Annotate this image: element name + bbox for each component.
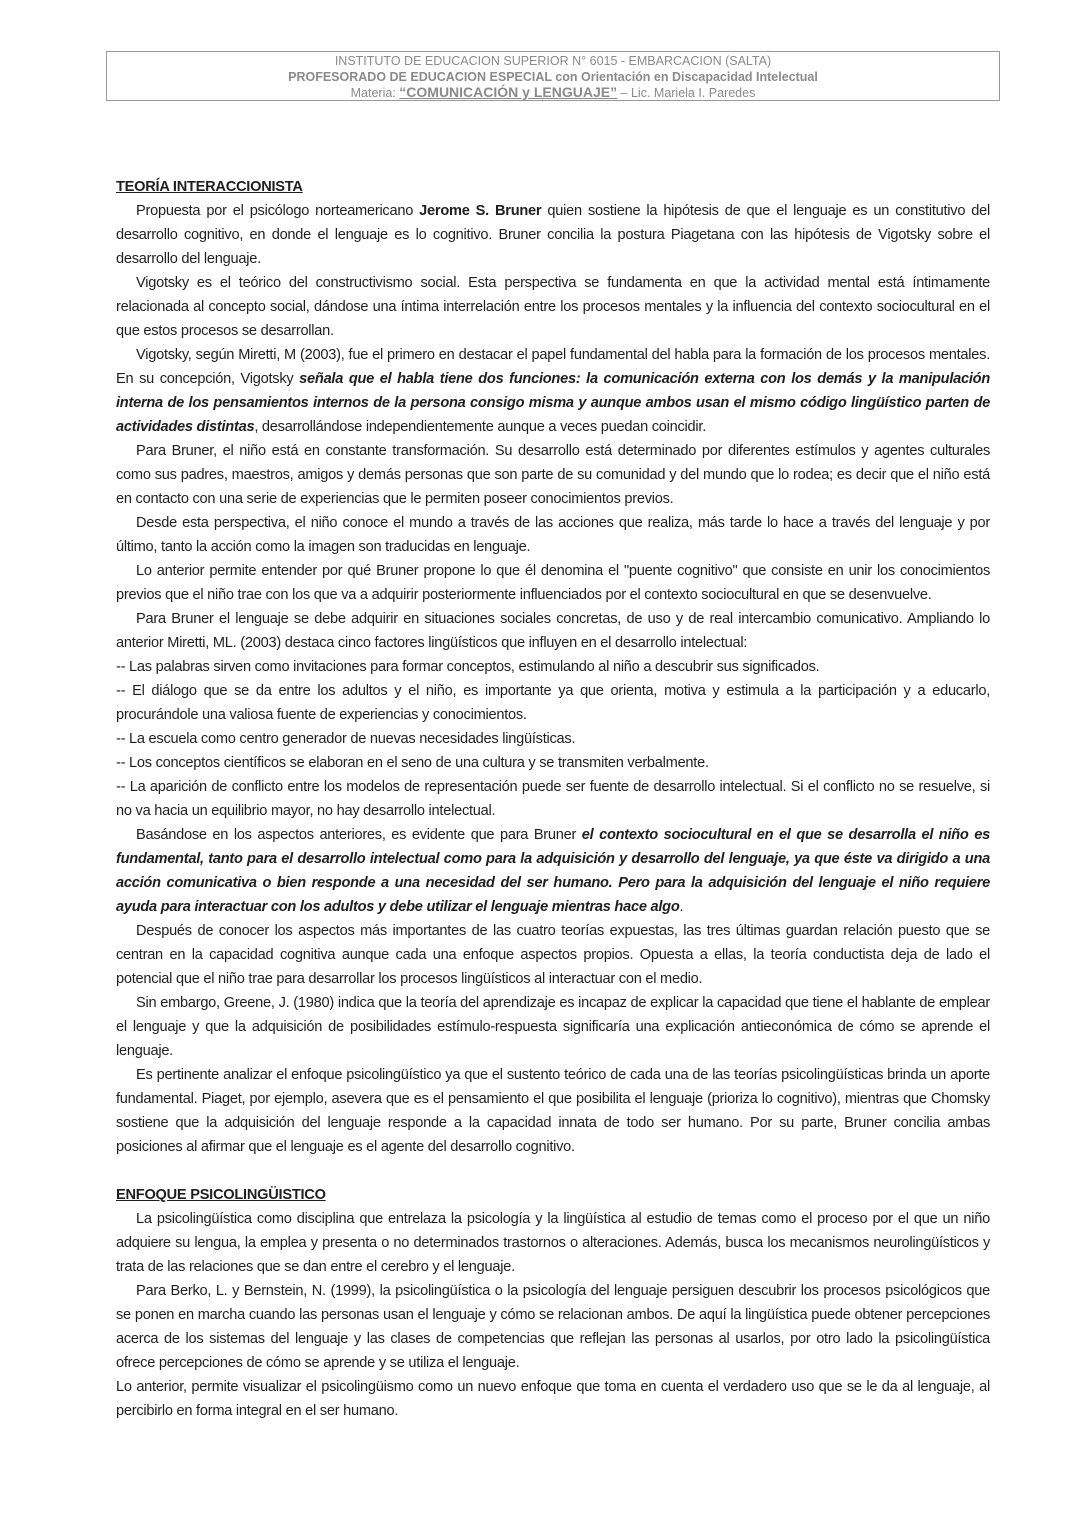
text-run: , desarrollándose independientemente aunque a veces puedan coincidir.: [254, 419, 707, 435]
paragraph: Es pertinente analizar el enfoque psicolingüístico ya que el sustento teórico de cada una de las teorías psicolingüísticas brinda un aporte fundamental. Piaget, por ejemplo, asevera que es el pensamiento el que posibilita el lenguaje (prioriza lo cognitivo), mientras que Chomsky sostiene que la adquisición del lenguaje responde a la capacidad innata de todo ser humano. Por su parte, Bruner concilia ambas posiciones al afirmar que el lenguaje es el agente del desarrollo cognitivo.: [116, 1067, 990, 1155]
paragraph: Lo anterior, permite visualizar el psicolingüismo como un nuevo enfoque que toma en cuenta el verdadero uso que se le da al lenguaje, al percibirlo en forma integral en el ser humano.: [116, 1379, 990, 1419]
paragraph: Para Bruner, el niño está en constante transformación. Su desarrollo está determinado por diferentes estímulos y agentes culturales como sus padres, maestros, amigos y demás personas que son parte de su comunidad y del mundo que lo rodea; es decir que el niño está en contacto con una serie de experiencias que le permiten poseer conocimientos previos.: [116, 443, 990, 507]
list-item: -- La aparición de conflicto entre los modelos de representación puede ser fuente de desarrollo intelectual. Si el conflicto no se resuelve, si no va hacia un equilibrio mayor, no hay desarrollo intelectual.: [116, 779, 990, 819]
teacher-name: – Lic. Mariela I. Paredes: [617, 86, 756, 100]
list-item: -- La escuela como centro generador de nuevas necesidades lingüísticas.: [116, 731, 576, 747]
paragraph: Para Bruner el lenguaje se debe adquirir en situaciones sociales concretas, de uso y de real intercambio comunicativo. Ampliando lo anterior Miretti, ML. (2003) destaca cinco factores lingüísticos que influyen en el desarrollo intelectual:: [116, 611, 990, 651]
paragraph: Sin embargo, Greene, J. (1980) indica que la teoría del aprendizaje es incapaz de explicar la capacidad que tiene el hablante de emplear el lenguaje y que la adquisición de posibilidades estímulo-respuesta significaría una explicación antieconómica de cómo se aprende el lenguaje.: [116, 995, 990, 1059]
paragraph: [116, 343, 990, 439]
text-run: quien sostiene la hipótesis de que el lenguaje es un constitutivo del desarrollo cognitivo, en donde el lenguaje es lo cognitivo. Bruner concilia la postura Piagetana con las hipótesis de Vigotsky sobre el desarrollo del lenguaje.: [116, 203, 990, 267]
paragraph: [116, 199, 990, 271]
paragraph: Desde esta perspectiva, el niño conoce el mundo a través de las acciones que realiza, más tarde lo hace a través del lenguaje y por último, tanto la acción como la imagen son traducidas en lenguaje.: [116, 515, 990, 555]
emphasis-text: señala que el habla tiene dos funciones: la comunicación externa con los demás y la manipulación interna de los pensamientos internos de la persona consigo misma y aunque ambos usan el mismo código lingüístico parten de actividades distintas: [116, 371, 990, 435]
text-run: Propuesta por el psicólogo norteamericano: [136, 203, 420, 219]
bold-name: Jerome S. Bruner: [419, 203, 542, 219]
paragraph: [116, 823, 990, 919]
materia-label: Materia:: [350, 86, 400, 100]
text-run: .: [679, 899, 684, 915]
list-item: -- Las palabras sirven como invitaciones para formar conceptos, estimulando al niño a descubrir sus significados.: [116, 659, 820, 675]
section-heading-interaccionista: TEORÍA INTERACCIONISTA: [116, 179, 303, 195]
list-item: -- El diálogo que se da entre los adultos y el niño, es importante ya que orienta, motiva y estimula a la participación y a educarlo, procurándole una valiosa fuente de experiencias y conocimientos.: [116, 683, 990, 723]
document-body: [116, 175, 990, 1423]
paragraph: Después de conocer los aspectos más importantes de las cuatro teorías expuestas, las tres últimas guardan relación puesto que se centran en la capacidad cognitiva aunque cada una enfoque aspectos propios. Opuesta a ellas, la teoría conductista deja de lado el potencial que el niño trae para desarrollar los procesos lingüísticos al interactuar con el medio.: [116, 923, 990, 987]
subject-line: [107, 85, 999, 102]
section-spacer: [116, 1159, 990, 1183]
program-line: PROFESORADO DE EDUCACION ESPECIAL con Orientación en Discapacidad Intelectual: [288, 69, 818, 84]
text-run: Basándose en los aspectos anteriores, es evidente que para Bruner: [136, 827, 582, 843]
paragraph: Lo anterior permite entender por qué Bruner propone lo que él denomina el "puente cognitivo" que consiste en unir los conocimientos previos que el niño trae con los que va a adquirir posteriormente influenciados por el contexto sociocultural en que se desenvuelve.: [116, 563, 990, 603]
paragraph: La psicolingüística como disciplina que entrelaza la psicología y la lingüística al estudio de temas como el proceso por el que un niño adquiere su lengua, la emplea y presenta o no determinados trastornos o alteraciones. Además, busca los mecanismos neurolingüísticos y trata de las relaciones que se dan entre el cerebro y el lenguaje.: [116, 1211, 990, 1275]
emphasis-text: el contexto sociocultural en el que se desarrolla el niño es fundamental, tanto para el desarrollo intelectual como para la adquisición y desarrollo del lenguaje, ya que éste va dirigido a una acción comunicativa o bien responde a una necesidad del ser humano. Pero para la adquisición del lenguaje el niño requiere ayuda para interactuar con los adultos y debe utilizar el lenguaje mientras hace algo: [116, 827, 990, 915]
text-run: Vigotsky, según Miretti, M (2003), fue el primero en destacar el papel fundamental del habla para la formación de los procesos mentales. En su concepción, Vigotsky: [116, 347, 990, 387]
paragraph: Para Berko, L. y Bernstein, N. (1999), la psicolingüística o la psicología del lenguaje persiguen descubrir los procesos psicológicos que se ponen en marcha cuando las personas usan el lenguaje y cómo se relacionan ambos. De aquí la lingüística puede obtener percepciones acerca de los sistemas del lenguaje y las clases de competencias que reflejan las personas al usarlos, por otro lado la psicolingüística ofrece percepciones de cómo se aprende y se utiliza el lenguaje.: [116, 1283, 990, 1371]
institute-line: INSTITUTO DE EDUCACION SUPERIOR N° 6015 - EMBARCACION (SALTA): [334, 54, 772, 68]
list-item: -- Los conceptos científicos se elaboran en el seno de una cultura y se transmiten verbalmente.: [116, 755, 709, 771]
section-heading-psicolinguistico: ENFOQUE PSICOLINGÜISTICO: [116, 1187, 326, 1203]
document-header: [106, 51, 1000, 101]
subject-title: “COMUNICACIÓN y LENGUAJE”: [399, 84, 618, 100]
paragraph: Vigotsky es el teórico del constructivismo social. Esta perspectiva se fundamenta en que la actividad mental está íntimamente relacionada al concepto social, dándose una íntima interrelación entre los procesos mentales y la influencia del contexto sociocultural en el que estos procesos se desarrollan.: [116, 275, 990, 339]
